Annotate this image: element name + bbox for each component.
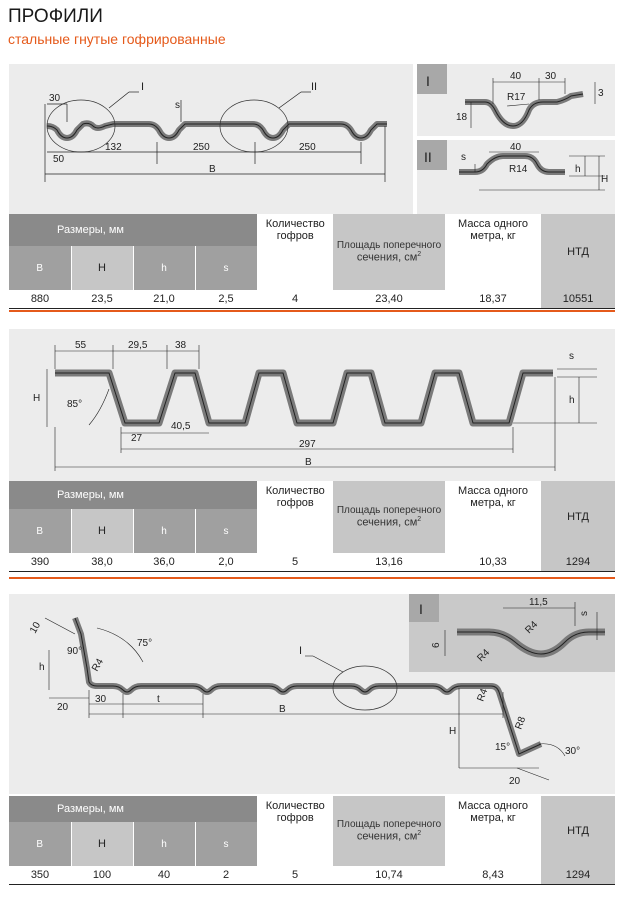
header-h: h xyxy=(133,246,195,290)
header-area xyxy=(333,796,445,866)
header-mass-line2: метра, кг xyxy=(470,812,516,824)
dim-250-a: 250 xyxy=(193,142,210,153)
dim-R4-a: R4 xyxy=(90,656,106,674)
dim-t: t xyxy=(157,694,160,705)
dim-B: B xyxy=(209,164,216,175)
header-mass-line1: Масса одного xyxy=(458,800,528,812)
header-mass-line2: метра, кг xyxy=(470,230,516,242)
value-s: 2 xyxy=(195,866,257,885)
header-B: B xyxy=(9,822,71,866)
detail-I-dim-30: 30 xyxy=(545,71,557,82)
value-H: 100 xyxy=(71,866,133,885)
header-B: B xyxy=(9,246,71,290)
detail-I-label: I xyxy=(419,601,423,617)
detail-II-h: h xyxy=(575,164,581,175)
value-area: 23,40 xyxy=(333,290,445,309)
dim-H: H xyxy=(449,726,457,737)
dim-h: h xyxy=(39,662,45,673)
header-B: B xyxy=(9,509,71,553)
dim-29-5: 29,5 xyxy=(128,340,148,351)
dim-R4-b: R4 xyxy=(475,687,491,704)
header-h: h xyxy=(133,509,195,553)
dim-297: 297 xyxy=(299,439,316,450)
dim-R8: R8 xyxy=(513,715,529,732)
header-count: Количество гофров xyxy=(257,796,333,866)
profile-block-3 xyxy=(9,594,615,900)
dim-132: 132 xyxy=(105,142,122,153)
dim-angle-85: 85° xyxy=(67,399,83,410)
spec-table-3 xyxy=(9,796,615,885)
detail-I-dim-40: 40 xyxy=(510,71,522,82)
detail-I-dim-11-5: 11,5 xyxy=(529,597,548,608)
value-ntd: 1294 xyxy=(541,553,615,572)
detail-II-s: s xyxy=(461,152,466,163)
dim-angle-90: 90° xyxy=(67,646,83,657)
value-H: 38,0 xyxy=(71,553,133,572)
dim-s: s xyxy=(569,351,574,362)
dim-20-a: 20 xyxy=(57,702,69,713)
header-area-sup: 2 xyxy=(417,251,422,259)
value-h: 36,0 xyxy=(133,553,195,572)
dim-55: 55 xyxy=(75,340,87,351)
detail-I-s: s xyxy=(579,611,590,616)
dim-10: 10 xyxy=(28,620,44,636)
header-mass-line1: Масса одного xyxy=(458,485,528,497)
header-area-line2: сечения, см xyxy=(356,830,418,843)
dim-B: B xyxy=(279,704,286,715)
value-H: 23,5 xyxy=(71,290,133,309)
detail-I-dim-18: 18 xyxy=(456,112,468,123)
dim-30: 30 xyxy=(49,93,61,104)
detail-I-R4-b: R4 xyxy=(475,647,493,665)
spec-table-1 xyxy=(9,214,615,309)
value-B: 390 xyxy=(9,553,71,572)
detail-marker-I: I xyxy=(299,645,303,657)
header-ntd: НТД xyxy=(541,214,615,290)
header-area-line1: Площадь поперечного xyxy=(336,505,442,517)
header-area-sup: 2 xyxy=(417,516,422,524)
value-h: 21,0 xyxy=(133,290,195,309)
header-mass xyxy=(445,796,541,866)
value-ntd: 1294 xyxy=(541,866,615,885)
detail-I-R4-a: R4 xyxy=(523,619,541,637)
value-area: 10,74 xyxy=(333,866,445,885)
value-mass: 10,33 xyxy=(445,553,541,572)
dim-angle-30: 30° xyxy=(565,746,581,757)
dim-250-b: 250 xyxy=(299,142,316,153)
header-ntd: НТД xyxy=(541,796,615,866)
value-mass: 8,43 xyxy=(445,866,541,885)
dim-20-b: 20 xyxy=(509,776,521,787)
detail-II-label: II xyxy=(424,149,432,165)
value-area: 13,16 xyxy=(333,553,445,572)
dim-h: h xyxy=(569,395,575,406)
value-count: 4 xyxy=(257,290,333,309)
detail-II-H: H xyxy=(601,174,609,185)
header-area-line2: сечения, см xyxy=(356,516,418,529)
spec-table-2 xyxy=(9,481,615,572)
header-H: H xyxy=(71,822,133,866)
header-mass xyxy=(445,481,541,553)
dim-angle-75: 75° xyxy=(137,638,153,649)
dim-50: 50 xyxy=(53,154,65,165)
detail-I-dim-3: 3 xyxy=(598,88,604,99)
header-mass-line1: Масса одного xyxy=(458,218,528,230)
header-H: H xyxy=(71,246,133,290)
header-ntd: НТД xyxy=(541,481,615,553)
header-area-line1: Площадь поперечного xyxy=(336,240,442,252)
detail-II-r14: R14 xyxy=(509,164,528,175)
value-B: 880 xyxy=(9,290,71,309)
header-area xyxy=(333,214,445,290)
dim-s: s xyxy=(175,100,180,111)
header-dims: Размеры, мм xyxy=(9,214,257,246)
header-mass-line2: метра, кг xyxy=(470,497,516,509)
value-h: 40 xyxy=(133,866,195,885)
value-mass: 18,37 xyxy=(445,290,541,309)
header-area-sup: 2 xyxy=(417,830,422,838)
header-h: h xyxy=(133,822,195,866)
value-count: 5 xyxy=(257,553,333,572)
dim-angle-15: 15° xyxy=(495,742,511,753)
header-s: s xyxy=(195,822,257,866)
value-B: 350 xyxy=(9,866,71,885)
profile-drawing-3 xyxy=(9,594,615,794)
value-s: 2,0 xyxy=(195,553,257,572)
header-dims: Размеры, мм xyxy=(9,481,257,509)
header-area-line1: Площадь поперечного xyxy=(336,819,442,831)
divider xyxy=(9,310,615,312)
profile-drawing-2 xyxy=(9,329,615,481)
dim-30: 30 xyxy=(95,694,107,705)
page-title: ПРОФИЛИ xyxy=(8,6,103,27)
header-H: H xyxy=(71,509,133,553)
dim-38: 38 xyxy=(175,340,187,351)
header-area xyxy=(333,481,445,553)
header-dims: Размеры, мм xyxy=(9,796,257,822)
dim-B: B xyxy=(305,457,312,468)
dim-27: 27 xyxy=(131,433,143,444)
header-mass xyxy=(445,214,541,290)
header-s: s xyxy=(195,509,257,553)
value-ntd: 10551 xyxy=(541,290,615,309)
detail-I-r17: R17 xyxy=(507,92,526,103)
divider xyxy=(9,577,615,579)
header-s: s xyxy=(195,246,257,290)
detail-I-label: I xyxy=(426,73,430,89)
value-s: 2,5 xyxy=(195,290,257,309)
header-count: Количество гофров xyxy=(257,214,333,290)
header-area-line2: сечения, см xyxy=(356,251,418,264)
dim-40-5: 40,5 xyxy=(171,421,191,432)
profile-block-2 xyxy=(9,329,615,579)
page-subtitle: стальные гнутые гофрированные xyxy=(8,31,226,47)
detail-I-dim-6: 6 xyxy=(431,642,442,648)
detail-marker-I: I xyxy=(141,81,145,93)
value-count: 5 xyxy=(257,866,333,885)
detail-II-dim-40: 40 xyxy=(510,142,522,153)
dim-H: H xyxy=(33,393,41,404)
header-count: Количество гофров xyxy=(257,481,333,553)
profile-drawing-1 xyxy=(9,64,615,214)
profile-block-1 xyxy=(9,64,615,314)
detail-marker-II: II xyxy=(311,81,318,93)
